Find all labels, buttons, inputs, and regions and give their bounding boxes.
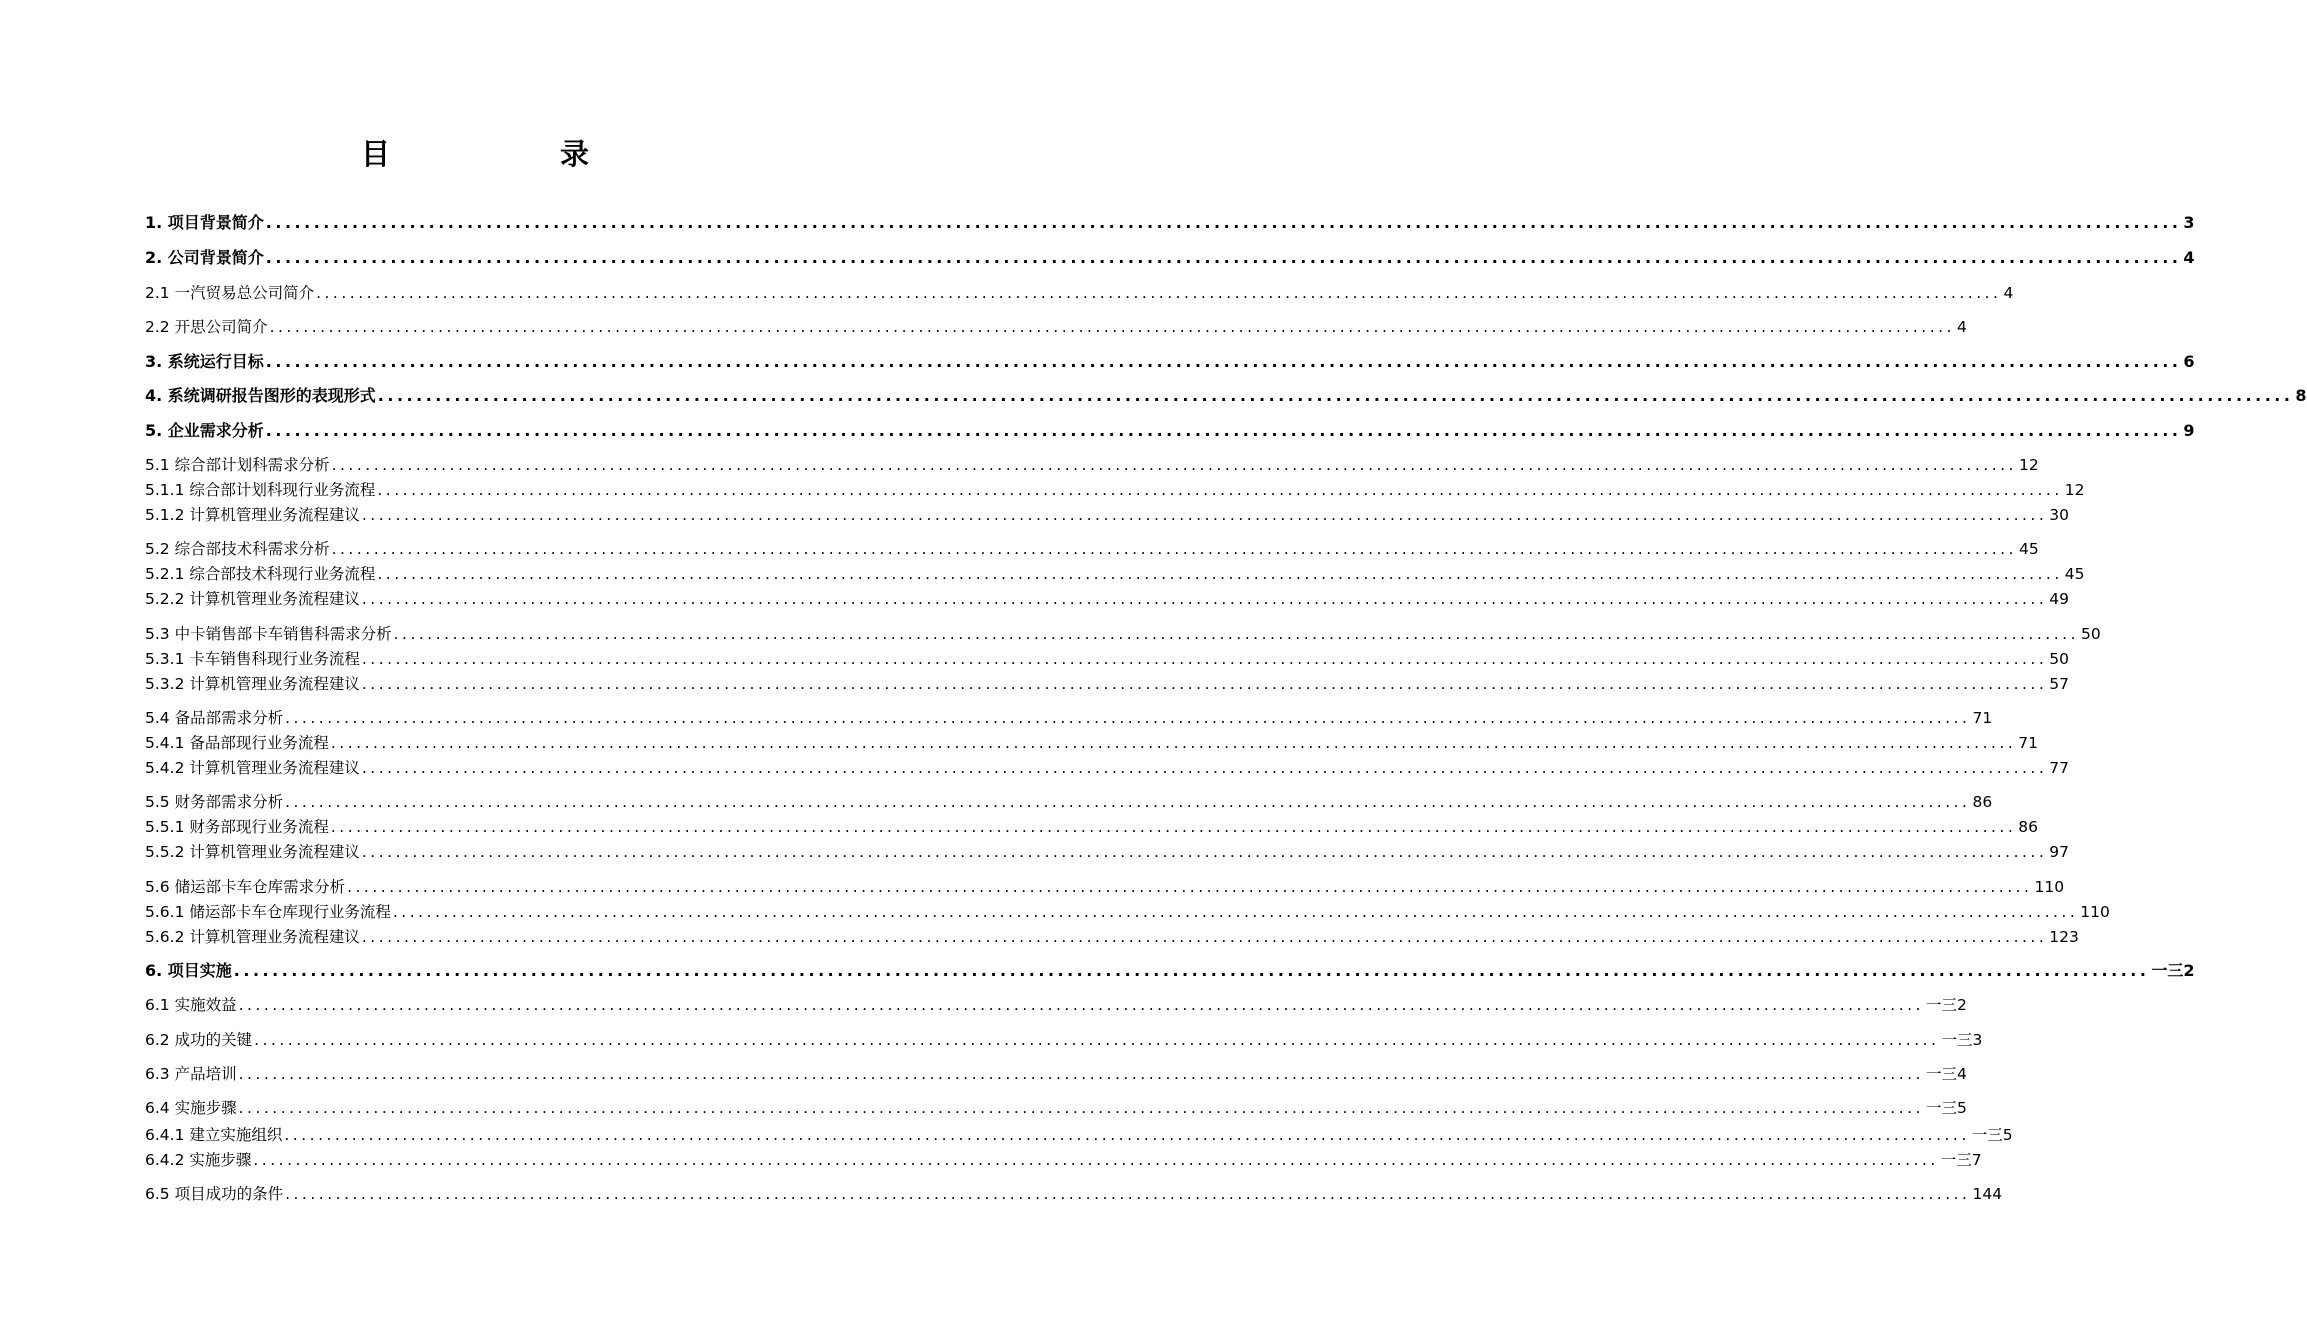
page-title: 目 录 <box>360 137 670 171</box>
dot-leader: ........................................................................................................................................................................................................ <box>285 709 1971 727</box>
dot-leader: ........................................................................................................................................................................................................ <box>238 1099 1924 1117</box>
toc-entry-page-number: 50 <box>2081 625 2101 643</box>
toc-entry-label: 5.1.2 计算机管理业务流程建议 <box>145 506 360 524</box>
toc-entry-page-number: 一三2 <box>1925 996 1967 1014</box>
toc-entry-label: 5.6.1 储运部卡车仓库现行业务流程 <box>145 903 391 921</box>
toc-entry-label: 5.1.1 综合部计划科现行业务流程 <box>145 481 376 499</box>
toc-entry-label: 5.5.2 计算机管理业务流程建议 <box>145 843 360 861</box>
dot-leader: ........................................................................................................................................................................................................ <box>238 996 1924 1014</box>
toc-entry-page-number: 77 <box>2049 759 2070 777</box>
dot-leader: ........................................................................................................................................................................................................ <box>265 248 2182 267</box>
dot-leader: ........................................................................................................................................................................................................ <box>238 1065 1924 1083</box>
toc-entry-label: 5.6.2 计算机管理业务流程建议 <box>145 928 360 946</box>
toc-entry-page-number: 110 <box>2080 903 2110 921</box>
dot-leader: ........................................................................................................................................................................................................ <box>377 386 2294 405</box>
toc-entry-page-number: 45 <box>2064 565 2085 583</box>
toc-entry-page-number: 9 <box>2183 421 2195 440</box>
dot-leader: ........................................................................................................................................................................................................ <box>265 352 2182 371</box>
toc-entry-label: 6.4.2 实施步骤 <box>145 1151 252 1169</box>
toc-entry-page-number: 30 <box>2049 506 2070 524</box>
toc-entry[interactable] <box>145 813 2039 837</box>
toc-entry-page-number: 4 <box>1956 318 1967 336</box>
toc-entry-page-number: 一三3 <box>1941 1031 1983 1049</box>
dot-leader: ........................................................................................................................................................................................................ <box>233 961 2150 980</box>
toc-entry[interactable] <box>145 501 2070 525</box>
toc-entry[interactable] <box>145 670 2070 694</box>
toc-entry[interactable] <box>145 244 2195 268</box>
toc-entry[interactable] <box>145 382 2307 406</box>
dot-leader: ........................................................................................................................................................................................................ <box>377 481 2063 499</box>
toc-entry-page-number: 57 <box>2049 675 2070 693</box>
toc-entry[interactable] <box>145 1026 1983 1050</box>
dot-leader: ........................................................................................................................................................................................................ <box>330 818 2017 836</box>
toc-entry-page-number: 一三2 <box>2151 961 2195 980</box>
toc-entry[interactable] <box>145 476 2085 500</box>
toc-entry-label: 6.5 项目成功的条件 <box>145 1185 284 1203</box>
dot-leader: ........................................................................................................................................................................................................ <box>361 759 2048 777</box>
dot-leader: ........................................................................................................................................................................................................ <box>361 506 2048 524</box>
dot-leader: ........................................................................................................................................................................................................ <box>316 284 2002 302</box>
dot-leader: ........................................................................................................................................................................................................ <box>361 650 2048 668</box>
toc-entry[interactable] <box>145 729 2039 753</box>
toc-entry-page-number: 12 <box>2018 456 2039 474</box>
dot-leader: ........................................................................................................................................................................................................ <box>269 318 1955 336</box>
toc-entry[interactable] <box>145 348 2195 372</box>
toc-entry-label: 5.5 财务部需求分析 <box>145 793 284 811</box>
toc-entry-label: 2. 公司背景简介 <box>145 248 264 267</box>
toc-entry-label: 5.3.1 卡车销售科现行业务流程 <box>145 650 360 668</box>
toc-entry[interactable] <box>145 1121 2013 1145</box>
toc-entry-page-number: 86 <box>2018 818 2039 836</box>
dot-leader: ........................................................................................................................................................................................................ <box>331 456 2017 474</box>
toc-entry-page-number: 3 <box>2183 213 2195 232</box>
toc-entry[interactable] <box>145 704 1993 728</box>
toc-entry-label: 3. 系统运行目标 <box>145 352 264 371</box>
toc-entry-page-number: 97 <box>2049 843 2070 861</box>
toc-entry[interactable] <box>145 1060 1967 1084</box>
dot-leader: ........................................................................................................................................................................................................ <box>330 734 2017 752</box>
dot-leader: ........................................................................................................................................................................................................ <box>392 903 2079 921</box>
dot-leader: ........................................................................................................................................................................................................ <box>361 843 2048 861</box>
toc-entry-label: 2.1 一汽贸易总公司简介 <box>145 284 315 302</box>
toc-entry-page-number: 123 <box>2049 928 2079 946</box>
toc-entry-page-number: 110 <box>2034 878 2065 896</box>
toc-entry-label: 6.2 成功的关键 <box>145 1031 253 1049</box>
toc-entry-label: 5.3.2 计算机管理业务流程建议 <box>145 675 360 693</box>
toc-entry[interactable] <box>145 754 2070 778</box>
toc-entry-page-number: 8 <box>2295 386 2307 405</box>
toc-entry-page-number: 一三4 <box>1925 1065 1967 1083</box>
dot-leader: ........................................................................................................................................................................................................ <box>265 421 2182 440</box>
toc-entry[interactable] <box>145 620 2101 644</box>
toc-entry[interactable] <box>145 451 2039 475</box>
toc-entry-label: 5.1 综合部计划科需求分析 <box>145 456 330 474</box>
toc-entry-label: 5.3 中卡销售部卡车销售科需求分析 <box>145 625 392 643</box>
toc-entry[interactable] <box>145 279 2014 303</box>
toc-entry-label: 5.5.1 财务部现行业务流程 <box>145 818 329 836</box>
dot-leader: ........................................................................................................................................................................................................ <box>285 1185 1971 1203</box>
toc-entry-page-number: 4 <box>2183 248 2195 267</box>
toc-entry-page-number: 4 <box>2003 284 2014 302</box>
toc-entry[interactable] <box>145 1180 2003 1204</box>
toc-entry-page-number: 50 <box>2049 650 2070 668</box>
toc-entry-label: 5.6 储运部卡车仓库需求分析 <box>145 878 346 896</box>
toc-entry[interactable] <box>145 1094 1967 1118</box>
dot-leader: ........................................................................................................................................................................................................ <box>361 928 2048 946</box>
dot-leader: ........................................................................................................................................................................................................ <box>377 565 2063 583</box>
toc-entry-page-number: 12 <box>2064 481 2085 499</box>
toc-entry-page-number: 71 <box>1972 709 1993 727</box>
toc-entry-label: 5.4.2 计算机管理业务流程建议 <box>145 759 360 777</box>
toc-entry-label: 2.2 开思公司简介 <box>145 318 268 336</box>
dot-leader: ........................................................................................................................................................................................................ <box>361 590 2048 608</box>
toc-entry[interactable] <box>145 898 2110 922</box>
toc-entry[interactable] <box>145 873 2065 897</box>
toc-entry[interactable] <box>145 535 2039 559</box>
toc-entry-label: 5.4 备品部需求分析 <box>145 709 284 727</box>
toc-entry[interactable] <box>145 991 1967 1015</box>
toc-entry-page-number: 6 <box>2183 352 2195 371</box>
toc-entry-page-number: 71 <box>2018 734 2039 752</box>
toc-entry-page-number: 一三5 <box>1925 1099 1967 1117</box>
toc-entry-page-number: 86 <box>1972 793 1993 811</box>
toc-entry-label: 6.4 实施步骤 <box>145 1099 237 1117</box>
toc-entry-page-number: 144 <box>1972 1185 2003 1203</box>
toc-entry[interactable] <box>145 1146 1982 1170</box>
toc-entry[interactable] <box>145 788 1993 812</box>
dot-leader: ........................................................................................................................................................................................................ <box>361 675 2048 693</box>
toc-entry-label: 1. 项目背景简介 <box>145 213 264 232</box>
dot-leader: ........................................................................................................................................................................................................ <box>347 878 2033 896</box>
toc-entry-page-number: 49 <box>2049 590 2070 608</box>
toc-entry-label: 6. 项目实施 <box>145 961 232 980</box>
toc-entry-page-number: 一三5 <box>1971 1126 2013 1144</box>
dot-leader: ........................................................................................................................................................................................................ <box>265 213 2182 232</box>
dot-leader: ........................................................................................................................................................................................................ <box>254 1031 1940 1049</box>
dot-leader: ........................................................................................................................................................................................................ <box>393 625 2079 643</box>
toc-entry[interactable] <box>145 923 2079 947</box>
toc-entry[interactable] <box>145 838 2070 862</box>
toc-entry[interactable] <box>145 417 2195 441</box>
dot-leader: ........................................................................................................................................................................................................ <box>285 793 1971 811</box>
toc-entry-label: 6.1 实施效益 <box>145 996 237 1014</box>
dot-leader: ........................................................................................................................................................................................................ <box>253 1151 1939 1169</box>
toc-entry[interactable] <box>145 957 2195 981</box>
toc-entry[interactable] <box>145 585 2070 609</box>
toc-entry-label: 5.2 综合部技术科需求分析 <box>145 540 330 558</box>
dot-leader: ........................................................................................................................................................................................................ <box>284 1126 1970 1144</box>
toc-entry[interactable] <box>145 209 2195 233</box>
toc-entry[interactable] <box>145 645 2070 669</box>
toc-entry-label: 6.4.1 建立实施组织 <box>145 1126 283 1144</box>
toc-entry[interactable] <box>145 560 2085 584</box>
toc-entry-page-number: 45 <box>2018 540 2039 558</box>
toc-entry-page-number: 一三7 <box>1940 1151 1982 1169</box>
toc-entry-label: 6.3 产品培训 <box>145 1065 237 1083</box>
toc-entry-label: 5.2.1 综合部技术科现行业务流程 <box>145 565 376 583</box>
toc-entry-label: 5.2.2 计算机管理业务流程建议 <box>145 590 360 608</box>
toc-entry[interactable] <box>145 313 1967 337</box>
dot-leader: ........................................................................................................................................................................................................ <box>331 540 2017 558</box>
toc-entry-label: 5.4.1 备品部现行业务流程 <box>145 734 329 752</box>
toc-entry-label: 4. 系统调研报告图形的表现形式 <box>145 386 376 405</box>
toc-entry-label: 5. 企业需求分析 <box>145 421 264 440</box>
